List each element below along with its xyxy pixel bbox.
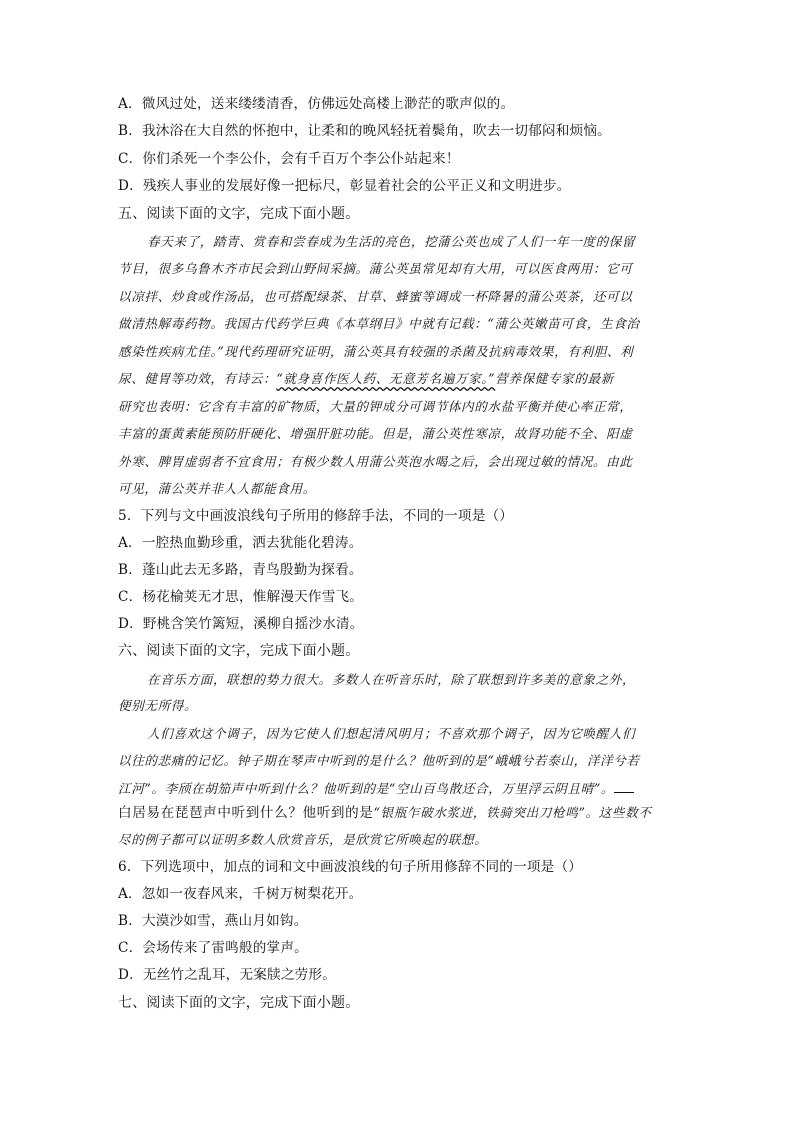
passage-text: 尿、健胃等功效，有诗云： (118, 371, 277, 386)
passage-text: “银瓶乍破水浆迸，铁骑突出刀枪鸣”。这些数不 (373, 805, 652, 820)
section-seven-heading: 七、阅读下面的文字，完成下面小题。 (118, 995, 360, 1011)
passage-line (118, 803, 651, 823)
passage-line: 以凉拌、炒食或作汤品，也可搭配绿茶、甘草、蜂蜜等调成一杯降暑的蒲公英茶，还可以 (118, 289, 633, 304)
passage-line: 外寒、脾胃虚弱者不宜食用；有极少数人用蒲公英泡水喝之后，会出现过敏的情况。由此 (118, 454, 633, 469)
q5-option-d: D．野桃含笑竹篱短，溪柳自摇沙水清。 (118, 616, 364, 632)
q5-stem: 5．下列与文中画波浪线句子所用的修辞手法，不同的一项是（） (118, 508, 514, 524)
passage-line: 在音乐方面，联想的势力很大。多数人在听音乐时，除了联想到许多美的意象之外， (147, 672, 636, 687)
q4-option-b: B．我沐浴在大自然的怀抱中，让柔和的晚风轻抚着鬓角，吹去一切郁闷和烦恼。 (118, 123, 611, 139)
q5-option-a: A．一腔热血勤珍重，洒去犹能化碧涛。 (118, 535, 363, 551)
section-six-heading: 六、阅读下面的文字，完成下面小题。 (118, 643, 360, 659)
passage-line: 节目，很多乌鲁木齐市民会到山野间采摘。蒲公英虽常见却有大用，可以医食两用：它可 (118, 261, 633, 276)
passage-line: 可见，蒲公英并非人人都能食用。 (118, 481, 316, 496)
passage-text: 白居易在琵琶声中听到什么？他听到的是 (118, 805, 374, 821)
passage-line: 研究也表明：它含有丰富的矿物质，大量的钾成分可调节体内的水盐平衡并使心率正常， (118, 399, 633, 414)
passage-line-with-quote (118, 369, 614, 389)
q4-option-d: D．残疾人事业的发展好像一把标尺，彰显着社会的公平正义和文明进步。 (118, 178, 571, 194)
q4-option-c: C．你们杀死一个李公仆，会有千百万个李公仆站起来！ (118, 151, 460, 167)
passage-line: 人们喜欢这个调子，因为它使人们想起清风明月；不喜欢那个调子，因为它唤醒人们 (147, 726, 636, 741)
fill-blank-underline (614, 778, 634, 793)
passage-line: 尽的例子都可以证明多数人欣赏音乐，是欣赏它所唤起的联想。 (118, 832, 488, 847)
passage-line (118, 778, 634, 799)
passage-line: 感染性疾病尤佳。”现代药理研究证明，蒲公英具有较强的杀菌及抗病毒效果，有利胆、利 (118, 344, 634, 359)
q6-option-b: B．大漠沙如雪，燕山月如钩。 (118, 913, 308, 929)
passage-text: 营养保健专家的最新 (495, 371, 614, 386)
wavy-underlined-sentence: “就身喜作医人药、无意芳名遍万家。” (276, 371, 496, 386)
passage-line: 以往的悲痛的记忆。钟子期在琴声中听到的是什么？他听到的是“峨峨兮若泰山，洋洋兮若 (118, 753, 640, 768)
q6-option-c: C．会场传来了雷鸣般的掌声。 (118, 940, 308, 956)
passage-line: 便别无所得。 (118, 698, 198, 713)
passage-line: 春天来了，踏青、赏春和尝春成为生活的亮色，挖蒲公英也成了人们一年一度的保留 (147, 234, 636, 249)
q5-option-c: C．杨花榆荚无才思，惟解漫天作雪飞。 (118, 589, 364, 605)
passage-text: 江河”。李颀在胡笳声中听到什么？他听到的是“空山百鸟散还合，万里浮云阴且晴”。 (118, 781, 615, 796)
section-five-heading: 五、阅读下面的文字，完成下面小题。 (118, 206, 360, 222)
q5-option-b: B．蓬山此去无多路，青鸟殷勤为探看。 (118, 562, 363, 578)
q4-option-a: A．微风过处，送来缕缕清香，仿佛远处高楼上渺茫的歌声似的。 (118, 96, 515, 112)
q6-stem: 6．下列选项中，加点的词和文中画波浪线的句子所用修辞不同的一项是（） (118, 859, 583, 875)
passage-line: 丰富的蛋黄素能预防肝硬化、增强肝脏功能。但是，蒲公英性寒凉，故肾功能不全、阳虚 (118, 426, 633, 441)
q6-option-d: D．无丝竹之乱耳，无案牍之劳形。 (118, 967, 337, 983)
passage-line: 做清热解毒药物。我国古代药学巨典《本草纲目》中就有记载：“蒲公英嫩苗可食，生食治 (118, 316, 640, 331)
q6-option-a: A．忽如一夜春风来，千树万树梨花开。 (118, 886, 363, 902)
